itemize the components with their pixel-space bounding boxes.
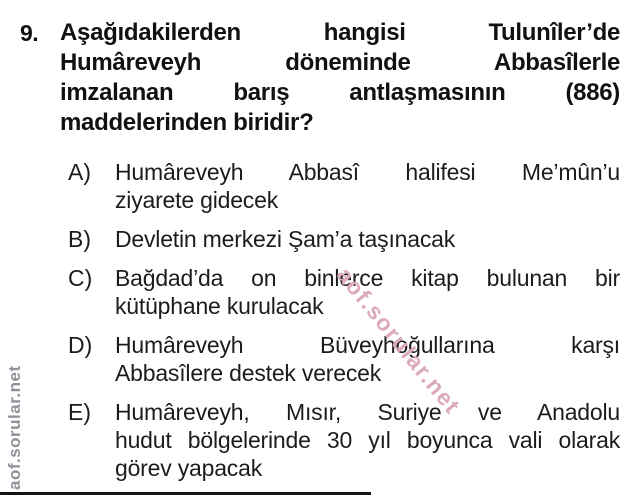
question-text-line: maddelerinden biridir? bbox=[60, 109, 314, 136]
option-letter: C) bbox=[68, 265, 93, 291]
question-text bbox=[60, 18, 620, 138]
options-list bbox=[68, 158, 620, 493]
option-text-line: görev yapacak bbox=[115, 455, 262, 481]
option-text-line: kütüphane kurulacak bbox=[115, 293, 324, 319]
watermark-diagonal: aof.sorular.net bbox=[331, 262, 466, 420]
option-text-line: Humâreveyh, Mısır, Suriye ve Anadolu bbox=[115, 399, 620, 425]
option-text bbox=[115, 225, 620, 253]
option-letter: A) bbox=[68, 159, 91, 185]
option-text-line: hudut bölgelerinde 30 yıl boyunca vali olarak bbox=[115, 427, 620, 453]
watermark-left-vertical: aof.sorular.net bbox=[5, 365, 24, 490]
option-row-d bbox=[68, 331, 620, 387]
option-letter: E) bbox=[68, 399, 91, 425]
option-letter: D) bbox=[68, 332, 93, 358]
option-text-line: Humâreveyh Büveyhoğullarına karşı bbox=[115, 332, 620, 358]
question-text-line: Aşağıdakilerden hangisi Tulunîler’de bbox=[60, 19, 620, 46]
option-text-line: Abbasîlere destek verecek bbox=[115, 360, 382, 386]
question-block bbox=[20, 18, 620, 138]
option-text-line: Bağdad’da on binlerce kitap bulunan bir bbox=[115, 265, 620, 291]
bottom-rule bbox=[0, 492, 371, 495]
option-text bbox=[115, 158, 620, 214]
option-text-line: Devletin merkezi Şam’a taşınacak bbox=[115, 226, 456, 252]
option-text-line: ziyarete gidecek bbox=[115, 187, 278, 213]
question-text-line: imzalanan barış antlaşmasının (886) bbox=[60, 79, 620, 106]
option-row-a bbox=[68, 158, 620, 214]
option-row-e bbox=[68, 398, 620, 482]
question-text-line: Humâreveyh döneminde Abbasîlerle bbox=[60, 49, 620, 76]
option-letter: B) bbox=[68, 226, 91, 252]
option-text-line: Humâreveyh Abbasî halifesi Me’mûn’u bbox=[115, 159, 620, 185]
option-text bbox=[115, 398, 620, 482]
option-row-b bbox=[68, 225, 620, 253]
question-number: 9. bbox=[20, 20, 39, 46]
option-text bbox=[115, 331, 620, 387]
